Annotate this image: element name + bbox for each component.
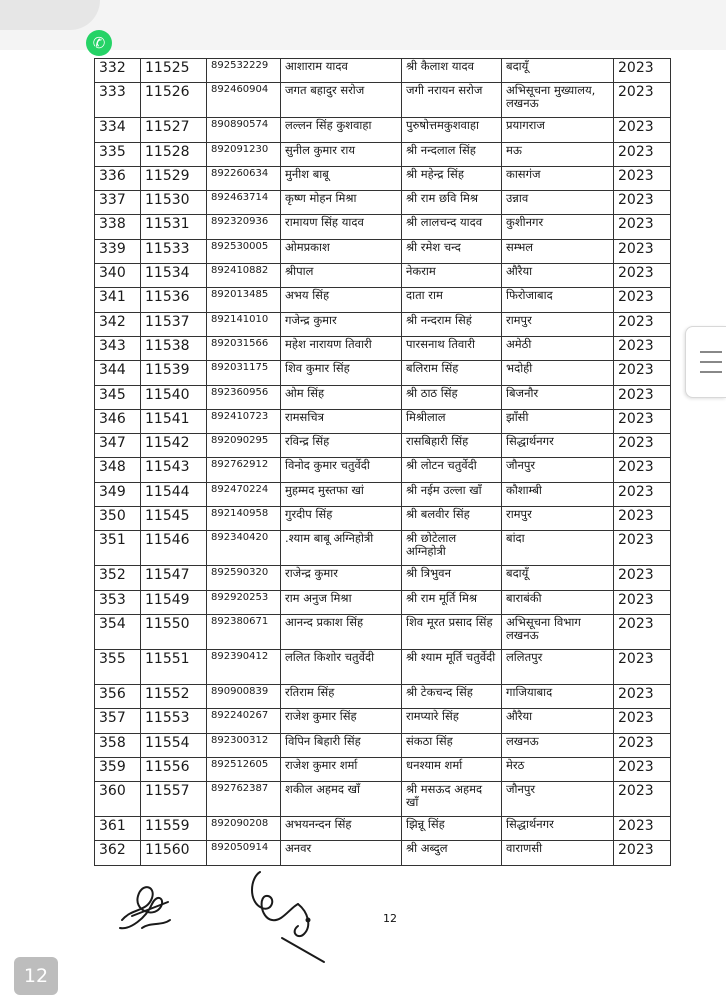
serial-number-cell: 339 bbox=[95, 239, 141, 263]
record-id-cell: 11556 bbox=[141, 757, 207, 781]
year-cell: 2023 bbox=[614, 385, 671, 409]
father-name-cell: संकठा सिंह bbox=[402, 733, 502, 757]
district-cell: मऊ bbox=[502, 142, 614, 166]
year-cell: 2023 bbox=[614, 614, 671, 649]
table-row bbox=[95, 782, 671, 817]
serial-number-cell: 336 bbox=[95, 166, 141, 190]
employee-code-cell: 892762912 bbox=[207, 458, 281, 482]
year-cell: 2023 bbox=[614, 590, 671, 614]
name-cell: ललित किशोर चतुर्वेदी bbox=[281, 649, 402, 684]
records-body bbox=[95, 59, 671, 866]
employee-code-cell: 892141010 bbox=[207, 312, 281, 336]
record-id-cell: 11550 bbox=[141, 614, 207, 649]
father-name-cell: श्री त्रिभुवन bbox=[402, 566, 502, 590]
father-name-cell: श्री बलवीर सिंह bbox=[402, 507, 502, 531]
year-cell: 2023 bbox=[614, 841, 671, 865]
page-badge: 12 bbox=[14, 957, 58, 995]
employee-code-cell: 892090295 bbox=[207, 434, 281, 458]
table-row bbox=[95, 482, 671, 506]
menu-line-icon bbox=[700, 361, 722, 363]
serial-number-cell: 342 bbox=[95, 312, 141, 336]
district-cell: औरैया bbox=[502, 264, 614, 288]
record-id-cell: 11528 bbox=[141, 142, 207, 166]
employee-code-cell: 892390412 bbox=[207, 649, 281, 684]
serial-number-cell: 357 bbox=[95, 709, 141, 733]
name-cell: गजेन्द्र कुमार bbox=[281, 312, 402, 336]
employee-code-cell: 892512605 bbox=[207, 757, 281, 781]
employee-code-cell: 892013485 bbox=[207, 288, 281, 312]
serial-number-cell: 346 bbox=[95, 409, 141, 433]
district-cell: जौनपुर bbox=[502, 782, 614, 817]
district-cell: उन्नाव bbox=[502, 191, 614, 215]
district-cell: बदायूँ bbox=[502, 566, 614, 590]
district-cell: सिद्धार्थनगर bbox=[502, 817, 614, 841]
menu-line-icon bbox=[700, 371, 722, 373]
father-name-cell: नेकराम bbox=[402, 264, 502, 288]
year-cell: 2023 bbox=[614, 239, 671, 263]
year-cell: 2023 bbox=[614, 482, 671, 506]
table-row bbox=[95, 264, 671, 288]
name-cell: राजेन्द्र कुमार bbox=[281, 566, 402, 590]
father-name-cell: श्री मसऊद अहमद खाँ bbox=[402, 782, 502, 817]
table-row bbox=[95, 531, 671, 566]
employee-code-cell: 892470224 bbox=[207, 482, 281, 506]
year-cell: 2023 bbox=[614, 215, 671, 239]
signatures bbox=[112, 868, 332, 968]
employee-code-cell: 892091230 bbox=[207, 142, 281, 166]
father-name-cell: झिन्नू सिंह bbox=[402, 817, 502, 841]
year-cell: 2023 bbox=[614, 288, 671, 312]
table-row bbox=[95, 709, 671, 733]
record-id-cell: 11559 bbox=[141, 817, 207, 841]
employee-code-cell: 892460904 bbox=[207, 83, 281, 118]
serial-number-cell: 335 bbox=[95, 142, 141, 166]
employee-code-cell: 892140958 bbox=[207, 507, 281, 531]
name-cell: कृष्ण मोहन मिश्रा bbox=[281, 191, 402, 215]
serial-number-cell: 352 bbox=[95, 566, 141, 590]
record-id-cell: 11547 bbox=[141, 566, 207, 590]
table-row bbox=[95, 142, 671, 166]
table-row bbox=[95, 817, 671, 841]
record-id-cell: 11549 bbox=[141, 590, 207, 614]
employee-code-cell: 892031566 bbox=[207, 336, 281, 360]
table-row bbox=[95, 312, 671, 336]
name-cell: विनोद कुमार चतुर्वेदी bbox=[281, 458, 402, 482]
year-cell: 2023 bbox=[614, 118, 671, 142]
page-number: 12 bbox=[383, 912, 397, 925]
year-cell: 2023 bbox=[614, 782, 671, 817]
district-cell: फिरोजाबाद bbox=[502, 288, 614, 312]
father-name-cell: श्री नईम उल्ला खाँ bbox=[402, 482, 502, 506]
district-cell: बिजनौर bbox=[502, 385, 614, 409]
table-row bbox=[95, 434, 671, 458]
district-cell: सम्भल bbox=[502, 239, 614, 263]
name-cell: अभयनन्दन सिंह bbox=[281, 817, 402, 841]
year-cell: 2023 bbox=[614, 733, 671, 757]
table-row bbox=[95, 757, 671, 781]
serial-number-cell: 333 bbox=[95, 83, 141, 118]
district-cell: बदायूँ bbox=[502, 59, 614, 83]
year-cell: 2023 bbox=[614, 434, 671, 458]
table-row bbox=[95, 385, 671, 409]
serial-number-cell: 362 bbox=[95, 841, 141, 865]
record-id-cell: 11537 bbox=[141, 312, 207, 336]
serial-number-cell: 338 bbox=[95, 215, 141, 239]
employee-code-cell: 892410723 bbox=[207, 409, 281, 433]
father-name-cell: पारसनाथ तिवारी bbox=[402, 336, 502, 360]
year-cell: 2023 bbox=[614, 312, 671, 336]
record-id-cell: 11534 bbox=[141, 264, 207, 288]
table-row bbox=[95, 458, 671, 482]
record-id-cell: 11539 bbox=[141, 361, 207, 385]
employee-code-cell: 892532229 bbox=[207, 59, 281, 83]
whatsapp-icon[interactable]: ✆ bbox=[86, 30, 112, 56]
father-name-cell: श्री टेकचन्द सिंह bbox=[402, 684, 502, 708]
record-id-cell: 11560 bbox=[141, 841, 207, 865]
record-id-cell: 11554 bbox=[141, 733, 207, 757]
father-name-cell: श्री राम छवि मिश्र bbox=[402, 191, 502, 215]
employee-code-cell: 892590320 bbox=[207, 566, 281, 590]
record-id-cell: 11529 bbox=[141, 166, 207, 190]
record-id-cell: 11533 bbox=[141, 239, 207, 263]
record-id-cell: 11557 bbox=[141, 782, 207, 817]
father-name-cell: श्री रमेश चन्द bbox=[402, 239, 502, 263]
table-row bbox=[95, 733, 671, 757]
employee-code-cell: 892240267 bbox=[207, 709, 281, 733]
record-id-cell: 11525 bbox=[141, 59, 207, 83]
employee-code-cell: 892090208 bbox=[207, 817, 281, 841]
serial-number-cell: 343 bbox=[95, 336, 141, 360]
district-cell: बाराबंकी bbox=[502, 590, 614, 614]
district-cell: लखनऊ bbox=[502, 733, 614, 757]
father-name-cell: जगी नरायन सरोज bbox=[402, 83, 502, 118]
name-cell: रतिराम सिंह bbox=[281, 684, 402, 708]
record-id-cell: 11540 bbox=[141, 385, 207, 409]
name-cell: सुनील कुमार राय bbox=[281, 142, 402, 166]
name-cell: मुनीश बाबू bbox=[281, 166, 402, 190]
name-cell: रविन्द्र सिंह bbox=[281, 434, 402, 458]
district-cell: कौशाम्बी bbox=[502, 482, 614, 506]
district-cell: रामपुर bbox=[502, 312, 614, 336]
employee-code-cell: 892031175 bbox=[207, 361, 281, 385]
year-cell: 2023 bbox=[614, 83, 671, 118]
father-name-cell: श्री लालचन्द यादव bbox=[402, 215, 502, 239]
table-row bbox=[95, 215, 671, 239]
name-cell: ओम सिंह bbox=[281, 385, 402, 409]
record-id-cell: 11538 bbox=[141, 336, 207, 360]
employee-code-cell: 892320936 bbox=[207, 215, 281, 239]
table-row bbox=[95, 566, 671, 590]
district-cell: औरैया bbox=[502, 709, 614, 733]
year-cell: 2023 bbox=[614, 458, 671, 482]
year-cell: 2023 bbox=[614, 191, 671, 215]
table-row bbox=[95, 409, 671, 433]
serial-number-cell: 360 bbox=[95, 782, 141, 817]
employee-code-cell: 892762387 bbox=[207, 782, 281, 817]
name-cell: रामायण सिंह यादव bbox=[281, 215, 402, 239]
employee-code-cell: 892410882 bbox=[207, 264, 281, 288]
table-row bbox=[95, 684, 671, 708]
year-cell: 2023 bbox=[614, 649, 671, 684]
table-row bbox=[95, 239, 671, 263]
employee-code-cell: 892050914 bbox=[207, 841, 281, 865]
serial-number-cell: 347 bbox=[95, 434, 141, 458]
table-row bbox=[95, 649, 671, 684]
serial-number-cell: 351 bbox=[95, 531, 141, 566]
name-cell: लल्लन सिंह कुशवाहा bbox=[281, 118, 402, 142]
father-name-cell: श्री कैलाश यादव bbox=[402, 59, 502, 83]
year-cell: 2023 bbox=[614, 59, 671, 83]
employee-code-cell: 890890574 bbox=[207, 118, 281, 142]
serial-number-cell: 341 bbox=[95, 288, 141, 312]
table-row bbox=[95, 191, 671, 215]
name-cell: अभय सिंह bbox=[281, 288, 402, 312]
record-id-cell: 11551 bbox=[141, 649, 207, 684]
serial-number-cell: 358 bbox=[95, 733, 141, 757]
table-row bbox=[95, 118, 671, 142]
corner-shape bbox=[0, 0, 100, 30]
record-id-cell: 11530 bbox=[141, 191, 207, 215]
side-menu-handle[interactable] bbox=[685, 326, 726, 398]
serial-number-cell: 350 bbox=[95, 507, 141, 531]
serial-number-cell: 345 bbox=[95, 385, 141, 409]
district-cell: ललितपुर bbox=[502, 649, 614, 684]
father-name-cell: श्री महेन्द्र सिंह bbox=[402, 166, 502, 190]
district-cell: झाँसी bbox=[502, 409, 614, 433]
record-id-cell: 11546 bbox=[141, 531, 207, 566]
district-cell: कासगंज bbox=[502, 166, 614, 190]
name-cell: शकील अहमद खाँ bbox=[281, 782, 402, 817]
district-cell: गाजियाबाद bbox=[502, 684, 614, 708]
year-cell: 2023 bbox=[614, 264, 671, 288]
father-name-cell: रामप्यारे सिंह bbox=[402, 709, 502, 733]
father-name-cell: रासबिहारी सिंह bbox=[402, 434, 502, 458]
table-row bbox=[95, 361, 671, 385]
record-id-cell: 11536 bbox=[141, 288, 207, 312]
record-id-cell: 11526 bbox=[141, 83, 207, 118]
father-name-cell: श्री नन्दलाल सिंह bbox=[402, 142, 502, 166]
record-id-cell: 11543 bbox=[141, 458, 207, 482]
name-cell: .श्याम बाबू अग्निहोत्री bbox=[281, 531, 402, 566]
employee-code-cell: 892360956 bbox=[207, 385, 281, 409]
district-cell: कुशीनगर bbox=[502, 215, 614, 239]
name-cell: मुहम्मद मुस्तफा खां bbox=[281, 482, 402, 506]
name-cell: अनवर bbox=[281, 841, 402, 865]
serial-number-cell: 359 bbox=[95, 757, 141, 781]
record-id-cell: 11552 bbox=[141, 684, 207, 708]
district-cell: अभिसूचना मुख्यालय, लखनऊ bbox=[502, 83, 614, 118]
name-cell: महेश नारायण तिवारी bbox=[281, 336, 402, 360]
district-cell: प्रयागराज bbox=[502, 118, 614, 142]
name-cell: जगत बहादुर सरोज bbox=[281, 83, 402, 118]
employee-code-cell: 892260634 bbox=[207, 166, 281, 190]
serial-number-cell: 348 bbox=[95, 458, 141, 482]
serial-number-cell: 355 bbox=[95, 649, 141, 684]
table-row bbox=[95, 841, 671, 865]
name-cell: आशाराम यादव bbox=[281, 59, 402, 83]
serial-number-cell: 361 bbox=[95, 817, 141, 841]
year-cell: 2023 bbox=[614, 566, 671, 590]
district-cell: अमेठी bbox=[502, 336, 614, 360]
father-name-cell: श्री अब्दुल bbox=[402, 841, 502, 865]
record-id-cell: 11542 bbox=[141, 434, 207, 458]
name-cell: गुरदीप सिंह bbox=[281, 507, 402, 531]
record-id-cell: 11553 bbox=[141, 709, 207, 733]
name-cell: श्रीपाल bbox=[281, 264, 402, 288]
year-cell: 2023 bbox=[614, 142, 671, 166]
father-name-cell: पुरुषोत्तमकुशवाहा bbox=[402, 118, 502, 142]
district-cell: जौनपुर bbox=[502, 458, 614, 482]
year-cell: 2023 bbox=[614, 336, 671, 360]
father-name-cell: धनश्याम शर्मा bbox=[402, 757, 502, 781]
father-name-cell: श्री राम मूर्ति मिश्र bbox=[402, 590, 502, 614]
name-cell: राम अनुज मिश्रा bbox=[281, 590, 402, 614]
table-row bbox=[95, 590, 671, 614]
serial-number-cell: 356 bbox=[95, 684, 141, 708]
serial-number-cell: 344 bbox=[95, 361, 141, 385]
father-name-cell: श्री नन्दराम सिहं bbox=[402, 312, 502, 336]
year-cell: 2023 bbox=[614, 684, 671, 708]
table-row bbox=[95, 614, 671, 649]
name-cell: विपिन बिहारी सिंह bbox=[281, 733, 402, 757]
employee-code-cell: 890900839 bbox=[207, 684, 281, 708]
father-name-cell: श्री श्याम मूर्ति चतुर्वेदी bbox=[402, 649, 502, 684]
record-id-cell: 11545 bbox=[141, 507, 207, 531]
record-id-cell: 11544 bbox=[141, 482, 207, 506]
employee-code-cell: 892340420 bbox=[207, 531, 281, 566]
year-cell: 2023 bbox=[614, 166, 671, 190]
employee-code-cell: 892530005 bbox=[207, 239, 281, 263]
district-cell: भदोही bbox=[502, 361, 614, 385]
table-row bbox=[95, 336, 671, 360]
record-id-cell: 11541 bbox=[141, 409, 207, 433]
year-cell: 2023 bbox=[614, 409, 671, 433]
year-cell: 2023 bbox=[614, 757, 671, 781]
menu-line-icon bbox=[700, 351, 722, 353]
table-row bbox=[95, 166, 671, 190]
employee-code-cell: 892463714 bbox=[207, 191, 281, 215]
name-cell: आनन्द प्रकाश सिंह bbox=[281, 614, 402, 649]
father-name-cell: श्री छोटेलाल अग्निहोत्री bbox=[402, 531, 502, 566]
district-cell: मेरठ bbox=[502, 757, 614, 781]
year-cell: 2023 bbox=[614, 709, 671, 733]
table-row bbox=[95, 507, 671, 531]
name-cell: राजेश कुमार शर्मा bbox=[281, 757, 402, 781]
serial-number-cell: 354 bbox=[95, 614, 141, 649]
serial-number-cell: 334 bbox=[95, 118, 141, 142]
records-table bbox=[94, 58, 671, 866]
table-row bbox=[95, 288, 671, 312]
record-id-cell: 11527 bbox=[141, 118, 207, 142]
serial-number-cell: 340 bbox=[95, 264, 141, 288]
district-cell: रामपुर bbox=[502, 507, 614, 531]
name-cell: ओमप्रकाश bbox=[281, 239, 402, 263]
employee-code-cell: 892920253 bbox=[207, 590, 281, 614]
year-cell: 2023 bbox=[614, 507, 671, 531]
serial-number-cell: 332 bbox=[95, 59, 141, 83]
name-cell: रामसचित्र bbox=[281, 409, 402, 433]
district-cell: बांदा bbox=[502, 531, 614, 566]
table-row bbox=[95, 83, 671, 118]
district-cell: अभिसूचना विभाग लखनऊ bbox=[502, 614, 614, 649]
serial-number-cell: 337 bbox=[95, 191, 141, 215]
father-name-cell: श्री ठाठ सिंह bbox=[402, 385, 502, 409]
father-name-cell: बलिराम सिंह bbox=[402, 361, 502, 385]
year-cell: 2023 bbox=[614, 531, 671, 566]
employee-code-cell: 892380671 bbox=[207, 614, 281, 649]
father-name-cell: शिव मूरत प्रसाद सिंह bbox=[402, 614, 502, 649]
year-cell: 2023 bbox=[614, 817, 671, 841]
serial-number-cell: 349 bbox=[95, 482, 141, 506]
father-name-cell: श्री लोटन चतुर्वेदी bbox=[402, 458, 502, 482]
father-name-cell: दाता राम bbox=[402, 288, 502, 312]
district-cell: सिद्धार्थनगर bbox=[502, 434, 614, 458]
employee-code-cell: 892300312 bbox=[207, 733, 281, 757]
record-id-cell: 11531 bbox=[141, 215, 207, 239]
serial-number-cell: 353 bbox=[95, 590, 141, 614]
name-cell: राजेश कुमार सिंह bbox=[281, 709, 402, 733]
year-cell: 2023 bbox=[614, 361, 671, 385]
name-cell: शिव कुमार सिंह bbox=[281, 361, 402, 385]
father-name-cell: मिश्रीलाल bbox=[402, 409, 502, 433]
table-row bbox=[95, 59, 671, 83]
district-cell: वाराणसी bbox=[502, 841, 614, 865]
